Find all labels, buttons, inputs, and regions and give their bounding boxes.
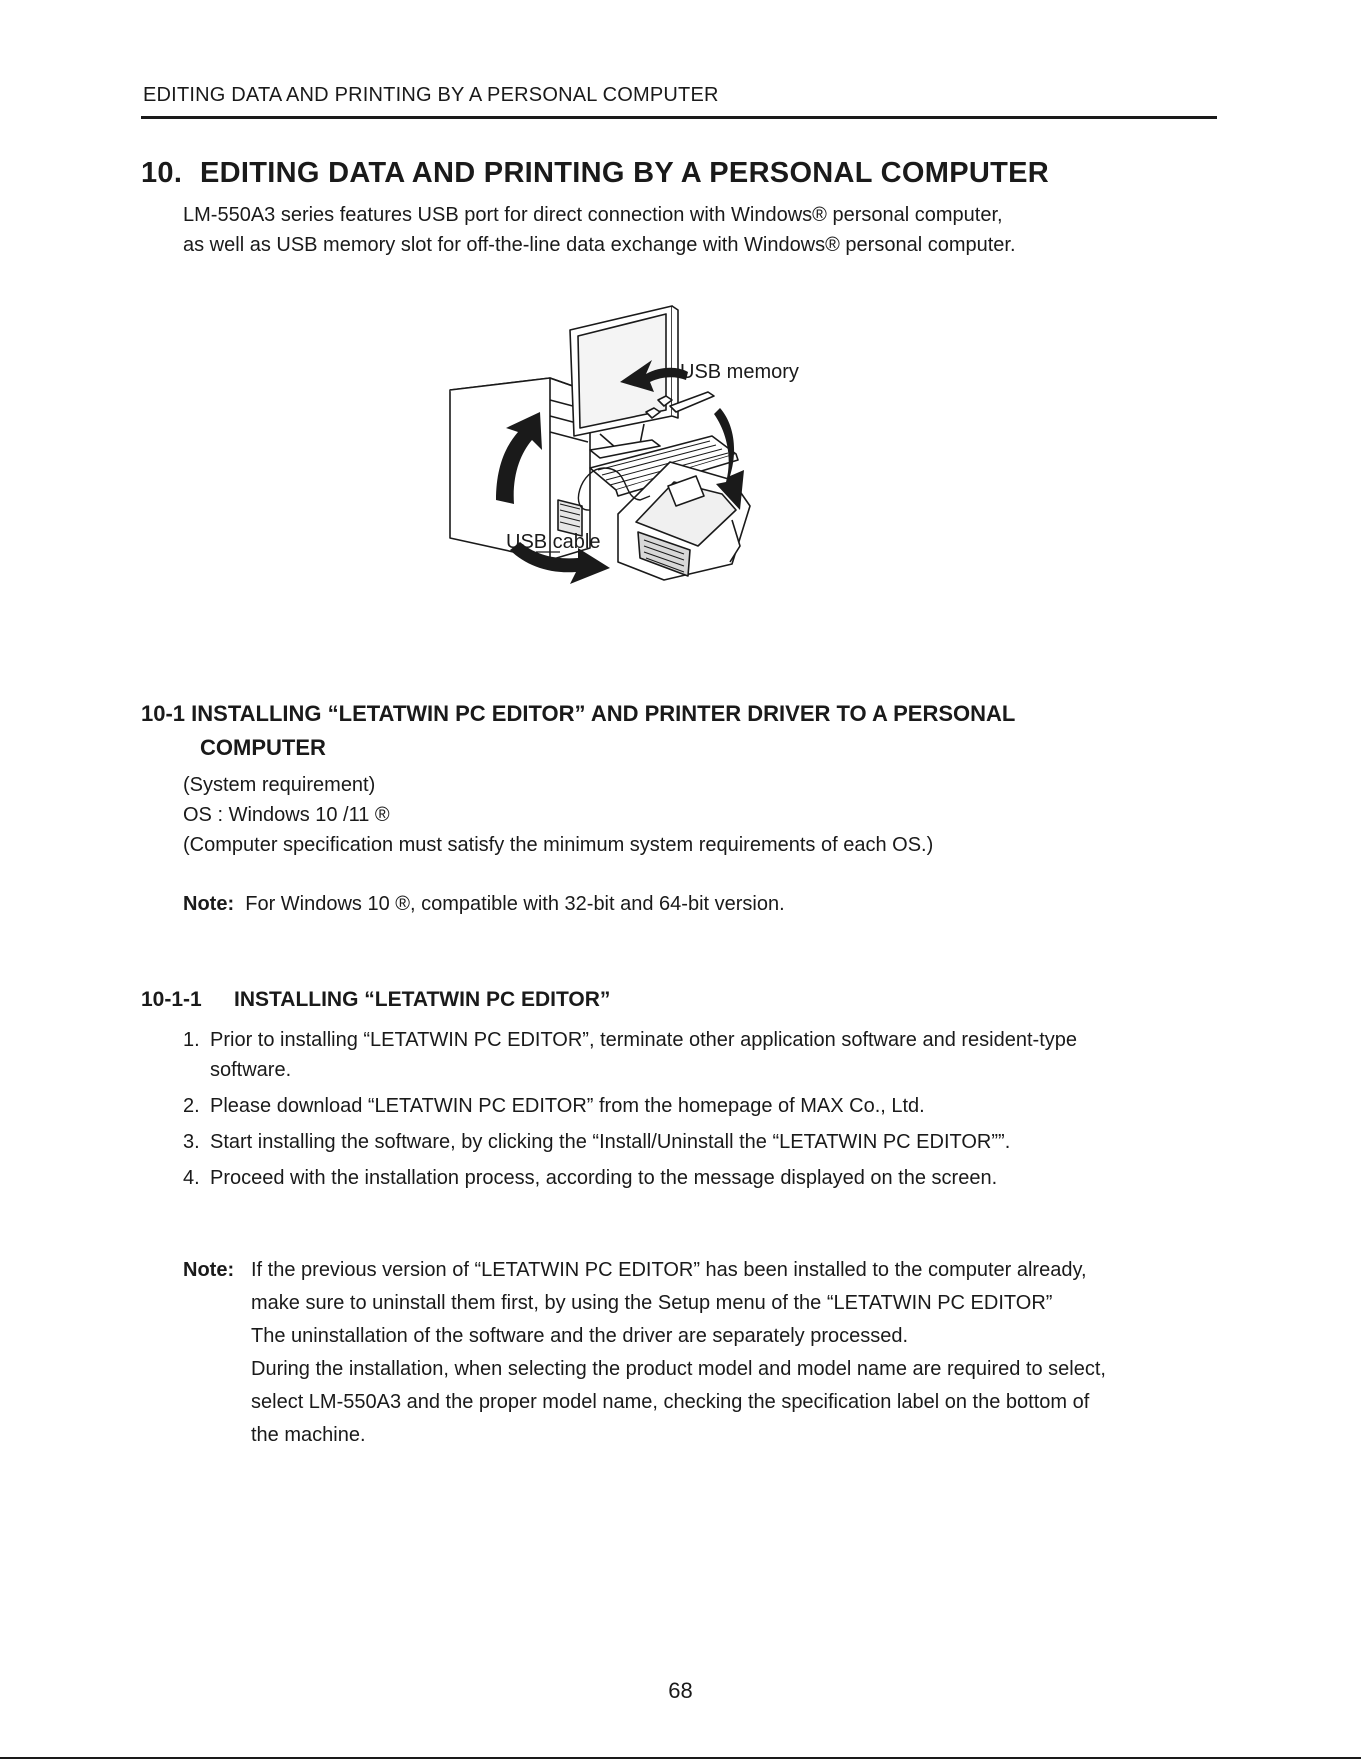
step-number: 2.: [183, 1095, 200, 1117]
step-number: 1.: [183, 1029, 200, 1051]
header-rule: [141, 116, 1217, 119]
connection-illustration: [440, 300, 920, 640]
intro-paragraph: [183, 200, 1203, 260]
note-line: During the installation, when selecting the product model and model name are required to select,: [251, 1358, 1106, 1380]
step-text: Start installing the software, by clicking the “Install/Uninstall the “LETATWIN PC EDITOR””.: [210, 1131, 1011, 1153]
list-item: [183, 1025, 1223, 1085]
list-item: [183, 1163, 1223, 1193]
note-line: the machine.: [251, 1424, 366, 1446]
intro-line-1: LM-550A3 series features USB port for direct connection with Windows® personal computer,: [183, 204, 1003, 226]
note-line: The uninstallation of the software and the driver are separately processed.: [251, 1325, 909, 1347]
subsubsection-heading: [141, 988, 610, 1012]
connection-diagram: [440, 300, 920, 640]
subsection-heading: [141, 697, 1201, 765]
list-item: [183, 1091, 1223, 1121]
step-text: [210, 1025, 1077, 1085]
step-number: 3.: [183, 1131, 200, 1153]
step-number: 4.: [183, 1167, 200, 1189]
note-line: If the previous version of “LETATWIN PC EDITOR” has been installed to the computer already,: [251, 1259, 1087, 1281]
subsection-title-line-2: COMPUTER: [200, 735, 326, 760]
note-label: Note:: [183, 1259, 235, 1281]
note-label: Note:: [183, 893, 235, 915]
sysreq-spec: (Computer specification must satisfy the minimum system requirements of each OS.): [183, 834, 934, 856]
note-line: make sure to uninstall them first, by using the Setup menu of the “LETATWIN PC EDITOR”: [251, 1292, 1053, 1314]
subsubsection-number: 10-1-1: [141, 988, 202, 1011]
usb-memory-label: USB memory: [680, 361, 799, 383]
note-body: [251, 1254, 1106, 1452]
step-text-line-1: Prior to installing “LETATWIN PC EDITOR”, terminate other application software and resident-type: [210, 1029, 1078, 1051]
step-text: Proceed with the installation process, according to the message displayed on the screen.: [210, 1167, 998, 1189]
section-heading: [141, 157, 1049, 190]
subsubsection-title: INSTALLING “LETATWIN PC EDITOR”: [234, 988, 611, 1011]
subsection-number: 10-1: [141, 701, 186, 726]
list-item: [183, 1127, 1223, 1157]
sysreq-os: OS : Windows 10 /11 ®: [183, 804, 390, 826]
section-title: EDITING DATA AND PRINTING BY A PERSONAL COMPUTER: [200, 157, 1049, 189]
note-uninstall: [183, 1254, 1223, 1452]
intro-line-2: as well as USB memory slot for off-the-line data exchange with Windows® personal computer.: [183, 234, 1016, 256]
step-text: Please download “LETATWIN PC EDITOR” from the homepage of MAX Co., Ltd.: [210, 1095, 925, 1117]
install-steps-list: [183, 1025, 1223, 1199]
subsection-title-line-1: INSTALLING “LETATWIN PC EDITOR” AND PRINTER DRIVER TO A PERSONAL: [191, 701, 1016, 726]
bottom-rule: [0, 1757, 1361, 1759]
section-number: 10.: [141, 157, 183, 189]
note-line: select LM-550A3 and the proper model name, checking the specification label on the bottom of: [251, 1391, 1090, 1413]
system-requirements: [183, 770, 933, 860]
page-number: 68: [668, 1678, 693, 1703]
running-header: EDITING DATA AND PRINTING BY A PERSONAL COMPUTER: [143, 84, 719, 106]
usb-cable-label: USB cable: [506, 531, 601, 553]
sysreq-heading: (System requirement): [183, 774, 376, 796]
note-text: For Windows 10 ®, compatible with 32-bit and 64-bit version.: [245, 893, 785, 915]
step-text-line-2: software.: [210, 1059, 292, 1081]
note-windows-compat: [183, 889, 785, 919]
